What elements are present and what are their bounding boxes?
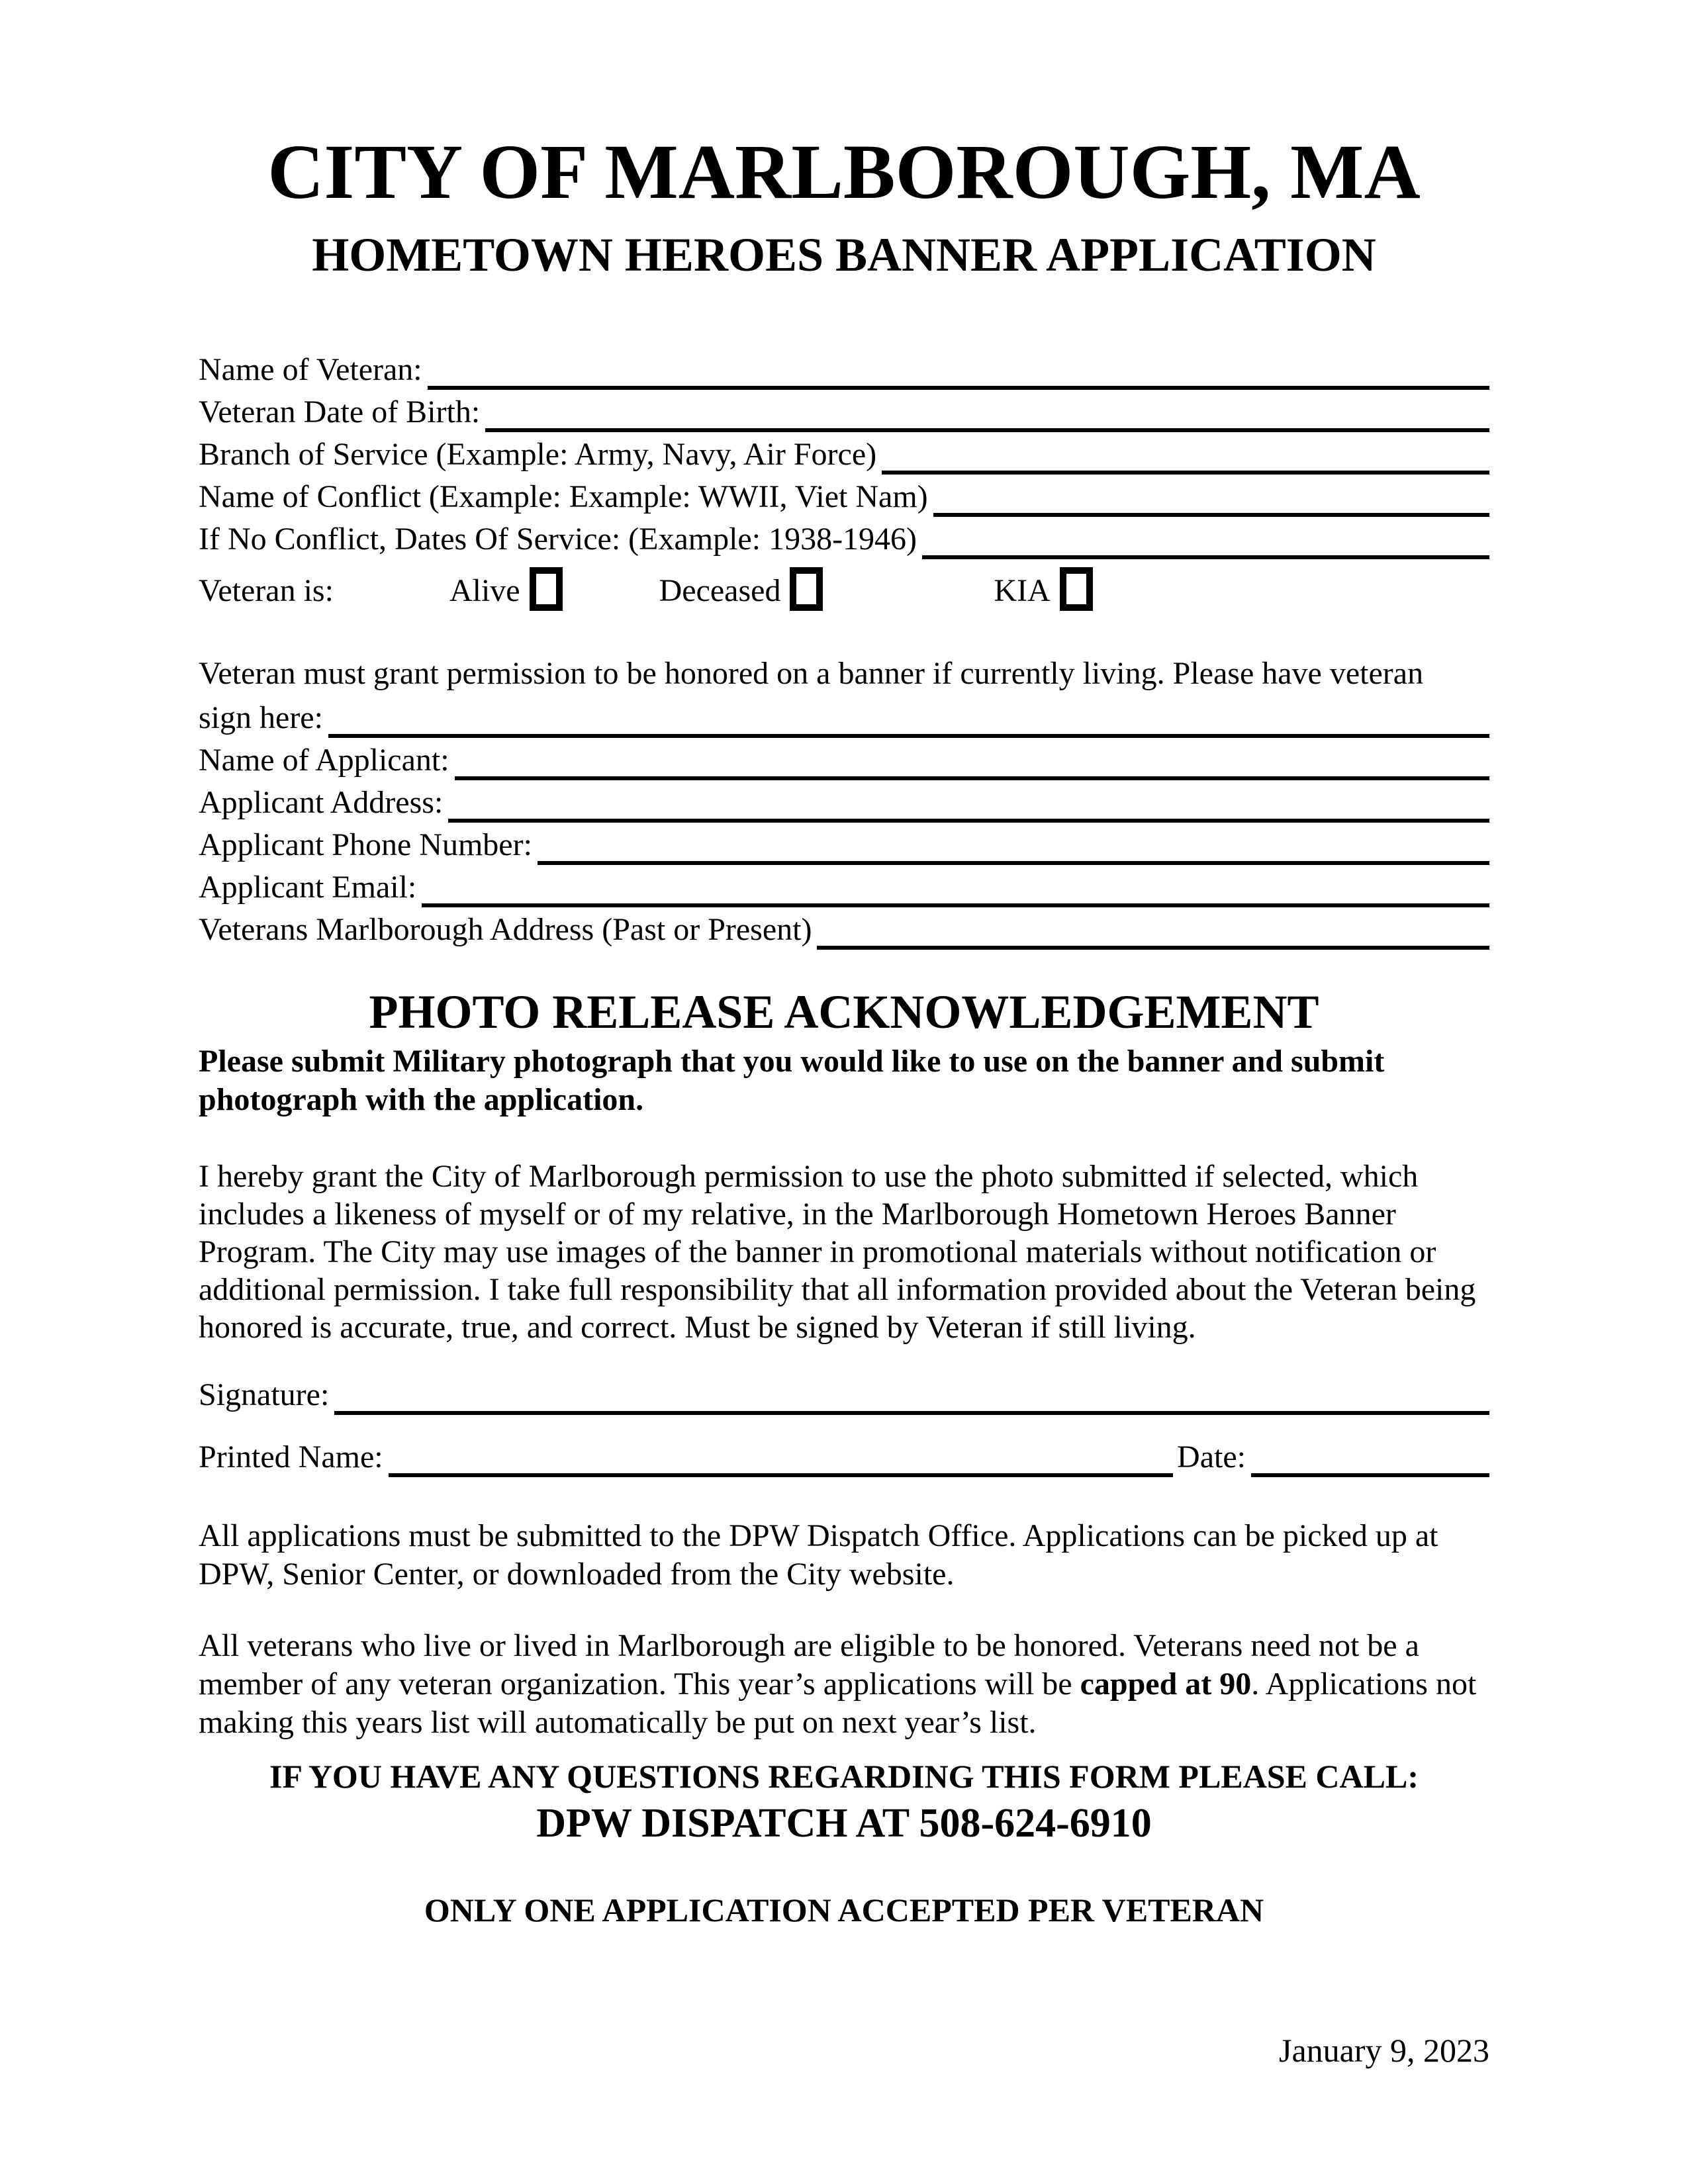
page-title: CITY OF MARLBOROUGH, MA <box>267 128 1421 215</box>
applicant-address-input-line[interactable] <box>448 816 1489 823</box>
field-veteran-signature <box>199 696 1489 738</box>
alive-checkbox[interactable] <box>530 567 563 611</box>
printed-name-label: Printed Name: <box>199 1439 383 1475</box>
field-applicant-address <box>199 780 1489 823</box>
kia-option-label: KIA <box>994 573 1051 608</box>
applicant-phone-label: Applicant Phone Number: <box>199 827 532 862</box>
name-of-applicant-input-line[interactable] <box>455 774 1489 780</box>
dates-of-service-label: If No Conflict, Dates Of Service: (Example: 1938-1946) <box>199 522 917 557</box>
veterans-marlborough-address-label: Veterans Marlborough Address (Past or Present) <box>199 912 812 947</box>
eligibility-text-after: . Applications not making this years list will automatically be put on next year’s list. <box>199 1666 1477 1740</box>
name-of-conflict-input-line[interactable] <box>933 510 1489 517</box>
questions-call-line: IF YOU HAVE ANY QUESTIONS REGARDING THIS FORM PLEASE CALL: <box>269 1758 1419 1795</box>
veteran-date-of-birth-label: Veteran Date of Birth: <box>199 394 481 430</box>
field-dates-of-service <box>199 517 1489 559</box>
veteran-status-label: Veteran is: <box>199 573 334 608</box>
document-date: January 9, 2023 <box>1279 2032 1489 2069</box>
applicant-address-label: Applicant Address: <box>199 785 444 820</box>
date-input-line[interactable] <box>1251 1471 1489 1477</box>
veteran-status-row <box>199 559 1489 611</box>
name-of-conflict-label: Name of Conflict (Example: Example: WWII, Viet Nam) <box>199 479 928 514</box>
applicant-email-label: Applicant Email: <box>199 870 417 905</box>
applicant-info-section <box>199 738 1489 950</box>
branch-of-service-label: Branch of Service (Example: Army, Navy, Air Force) <box>199 437 877 472</box>
page-subtitle: HOMETOWN HEROES BANNER APPLICATION <box>312 228 1376 281</box>
photo-instruction: Please submit Military photograph that you would like to use on the banner and submit photograph with the application. <box>199 1044 1385 1117</box>
one-application-line: ONLY ONE APPLICATION ACCEPTED PER VETERAN <box>424 1891 1264 1929</box>
permission-statement: Veteran must grant permission to be honored on a banner if currently living. Please have veteran <box>199 656 1424 691</box>
dates-of-service-input-line[interactable] <box>922 553 1489 559</box>
photo-release-heading: PHOTO RELEASE ACKNOWLEDGEMENT <box>369 985 1319 1038</box>
veteran-signature-input-line[interactable] <box>328 731 1489 738</box>
field-name-of-applicant <box>199 738 1489 780</box>
deceased-option-label: Deceased <box>659 573 781 608</box>
field-signature <box>199 1373 1489 1415</box>
name-of-veteran-input-line[interactable] <box>428 383 1489 390</box>
eligibility-paragraph <box>199 1627 1489 1742</box>
dispatch-phone-line: DPW DISPATCH AT 508-624-6910 <box>536 1801 1152 1846</box>
field-name-of-veteran <box>199 347 1489 390</box>
field-applicant-phone <box>199 823 1489 865</box>
date-label: Date: <box>1177 1439 1246 1475</box>
alive-option-label: Alive <box>449 573 520 608</box>
deceased-checkbox[interactable] <box>790 567 823 611</box>
signature-label: Signature: <box>199 1377 330 1412</box>
signature-input-line[interactable] <box>334 1408 1489 1415</box>
page-content <box>0 129 1688 2070</box>
eligibility-text-before: All veterans who live or lived in Marlborough are eligible to be honored. Veterans need not be a member of any veteran organization. This year’s applications will be <box>199 1628 1419 1702</box>
applicant-email-input-line[interactable] <box>422 901 1489 907</box>
field-applicant-email <box>199 865 1489 907</box>
veteran-info-section <box>199 347 1489 611</box>
name-of-applicant-label: Name of Applicant: <box>199 743 449 778</box>
branch-of-service-input-line[interactable] <box>882 468 1489 475</box>
veterans-marlborough-address-input-line[interactable] <box>817 943 1489 950</box>
sign-here-label: sign here: <box>199 700 323 735</box>
dispatch-paragraph: All applications must be submitted to the DPW Dispatch Office. Applications can be picked up at DPW, Senior Center, or downloaded from the City website. <box>199 1518 1438 1592</box>
field-branch-of-service <box>199 432 1489 475</box>
name-of-veteran-label: Name of Veteran: <box>199 352 422 387</box>
veteran-date-of-birth-input-line[interactable] <box>485 426 1489 432</box>
field-name-of-conflict <box>199 475 1489 517</box>
field-printed-name-and-date <box>199 1435 1489 1477</box>
photo-release-body: I hereby grant the City of Marlborough permission to use the photo submitted if selected, which includes a likeness of myself or of my relative, in the Marlborough Hometown Heroes Banner Program. The City may use images of the banner in promotional materials without notification or additional permission. I take full responsibility that all information provided about the Veteran being honored is accurate, true, and correct. Must be signed by Veteran if still living. <box>199 1159 1476 1345</box>
kia-checkbox[interactable] <box>1060 567 1093 611</box>
field-veterans-marlborough-address <box>199 907 1489 950</box>
printed-name-input-line[interactable] <box>389 1471 1173 1477</box>
eligibility-capped-text: capped at 90 <box>1080 1666 1252 1702</box>
applicant-phone-input-line[interactable] <box>538 858 1489 865</box>
field-veteran-date-of-birth <box>199 390 1489 432</box>
permission-section <box>199 652 1489 738</box>
